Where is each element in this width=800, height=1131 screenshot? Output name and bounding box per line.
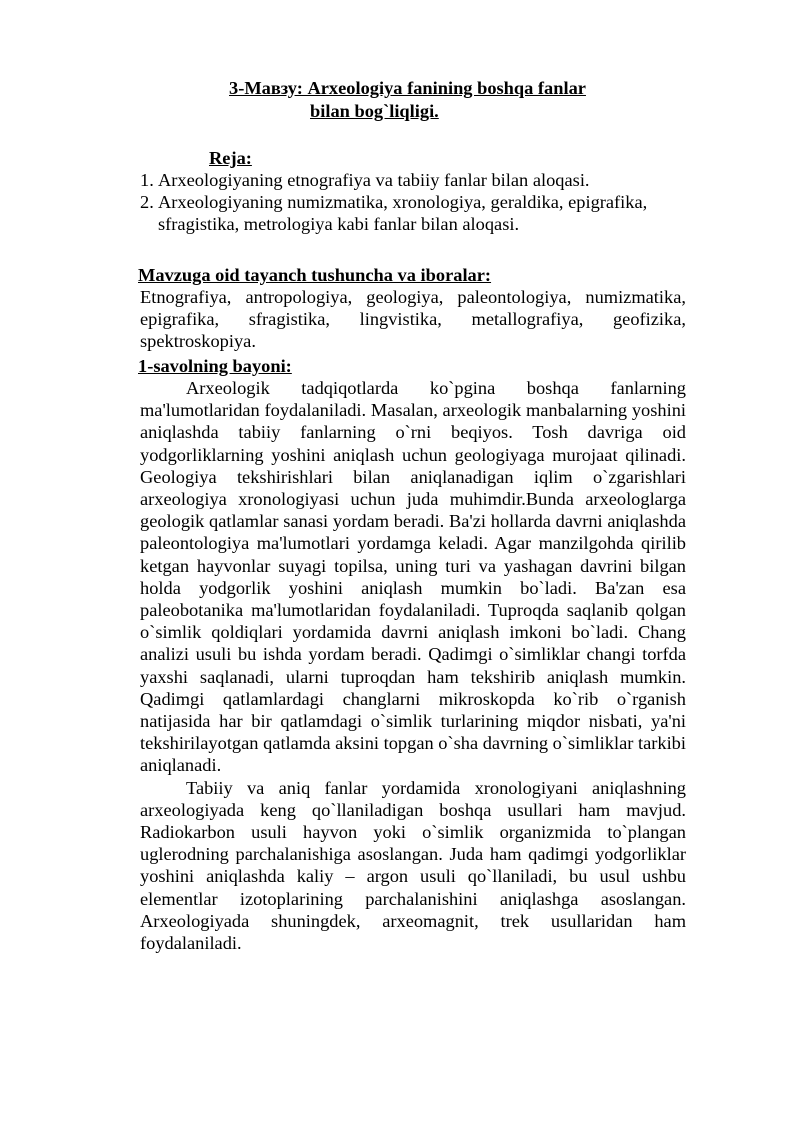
title-line-1: 3-Мавзу: Arxeologiya fanining boshqa fanlar [229,78,586,98]
document-title [229,77,586,122]
key-terms-heading: Mavzuga oid tayanch tushuncha va iboralar: [138,265,492,285]
plan-item-number: 1. [140,170,154,190]
body-paragraph: Arxeologik tadqiqotlarda ko`pgina boshqa fanlarning ma'lumotlaridan foydalaniladi. Masalan, arxeologik manbalarning yoshini aniqlashda tabiiy fanlarning o`rni beqiyos. Tosh davriga oid yodgorliklarning yoshini aniqlash uchun geologiyaga murojaat qilinadi. Geologiya tekshirishlari bilan aniqlanadigan iqlim o`zgarishlari arxeologiya xronologiyasi uchun juda muhimdir.Bunda arxeologlarga geologik qatlamlar sanasi yordam beradi. Ba'zi hollarda davrni aniqlashda paleontologiya ma'lumotlari yordamga keladi. Agar manzilgohda qirilib ketgan hayvonlar suyagi topilsa, uning turi va yashagan davrini bilgan holda yodgorlik yoshini aniqlash mumkin bo`ladi. Ba'zan esa paleobotanika ma'lumotlaridan foydalaniladi. Tuproqda saqlanib qolgan o`simlik qoldiqlari yordamida davrni aniqlash imkoni bo`ladi. Chang analizi usuli bu ishda yordam beradi. Qadimgi o`simliklar changi torfda yaxshi saqlanadi, ularni tuproqdan ham tekshirib aniqlash mumkin. Qadimgi qatlamlardagi changlarni mikroskopda ko`rib o`rganish natijasida har bir qatlamdagi o`simlik turlarining miqdor nisbati, ya'ni tekshirilayotgan qatlamda aksini topgan o`sha davrning o`simliklar tarkibi aniqlanadi. [140,378,686,776]
title-line-2: bilan bog`liqligi. [310,100,439,121]
plan-item-text: Arxeologiyaning etnografiya va tabiiy fanlar bilan aloqasi. [158,170,590,190]
key-terms-text: Etnografiya, antropologiya, geologiya, paleontologiya, numizmatika, epigrafika, sfragistika, lingvistika, metallografiya, geofizika, spektroskopiya. [140,287,686,352]
plan-list [140,169,700,236]
plan-item-text: Arxeologiyaning numizmatika, xronologiya, geraldika, epigrafika, sfragistika, metrologiya kabi fanlar bilan aloqasi. [158,192,648,235]
plan-item [140,169,700,191]
body-text [140,377,686,954]
plan-item-number: 2. [140,192,154,213]
question-heading: 1-savolning bayoni: [138,356,292,376]
plan-heading: Reja: [209,148,252,168]
body-paragraph: Tabiiy va aniq fanlar yordamida xronologiyani aniqlashning arxeologiyada keng qo`llaniladigan boshqa usullari ham mavjud. Radiokarbon usuli hayvon yoki o`simlik organizmida to`plangan uglerodning parchalanishiga asoslangan. Juda ham qadimgi yodgorliklar yoshini aniqlashda kaliy – argon usuli qo`llaniladi, bu usul ushbu elementlar izotoplarining parchalanishini aniqlashga asoslangan. Arxeologiyada shuningdek, arxeomagnit, trek usullaridan ham foydalaniladi. [140,777,686,954]
plan-item [140,191,700,235]
